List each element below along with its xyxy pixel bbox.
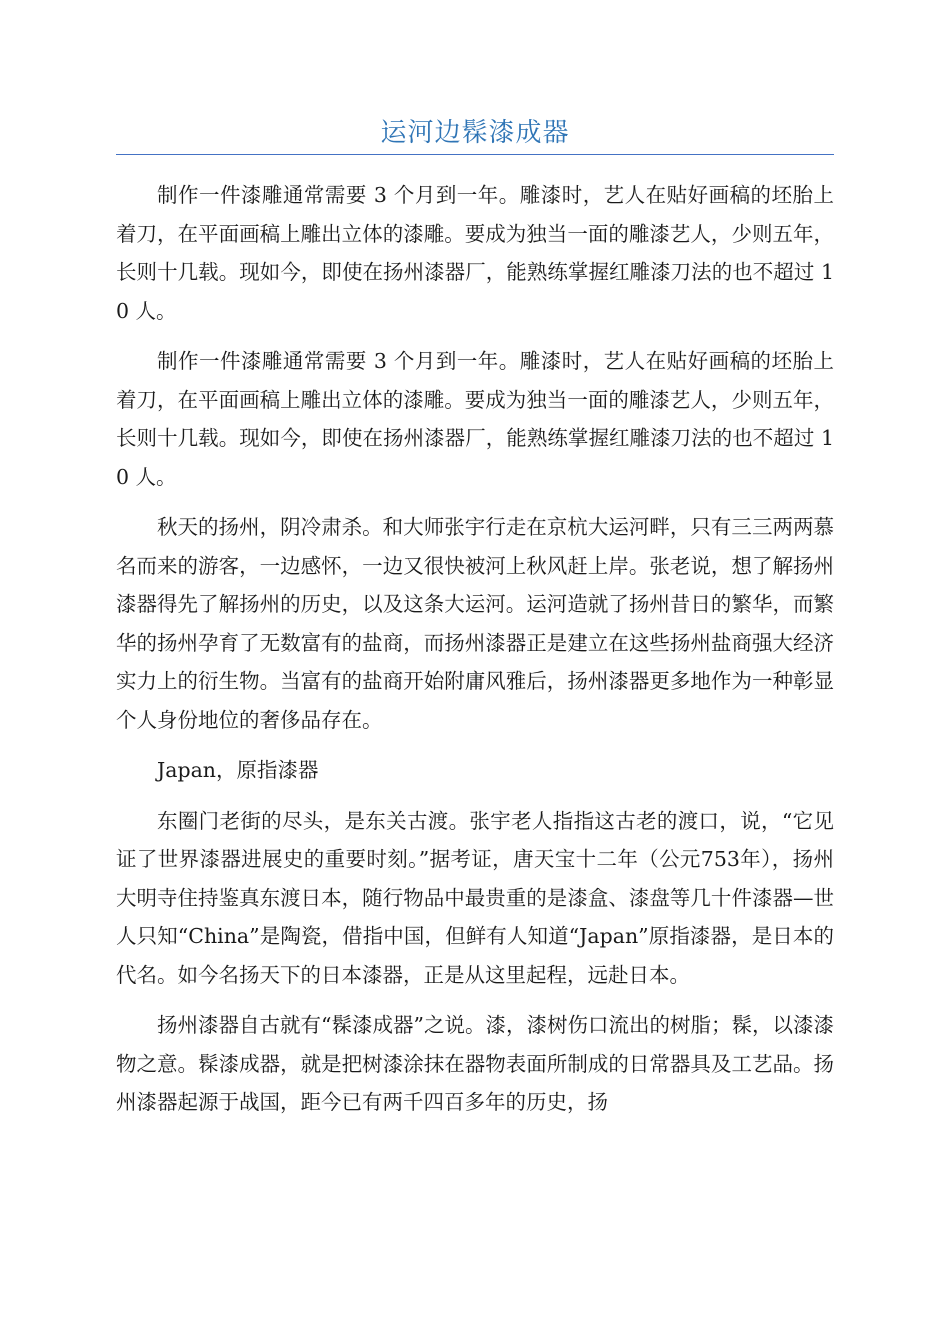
paragraph-2: 制作一件漆雕通常需要 3 个月到一年。雕漆时，艺人在贴好画稿的坯胎上着刀，在平面画稿上雕出立体的漆雕。要成为独当一面的雕漆艺人，少则五年，长则十几载。现如今，即使在扬州漆器厂，能熟练掌握红雕漆刀法的也不超过 10 人。 [116,349,834,489]
paragraph-4: 东圈门老街的尽头，是东关古渡。张宇老人指指这古老的渡口，说，“它见证了世界漆器进展史的重要时刻。”据考证，唐天宝十二年（公元753年），扬州大明寺住持鉴真东渡日本，随行物品中最贵重的是漆盒、漆盘等几十件漆器—世人只知“China”是陶瓷，借指中国，但鲜有人知道“Japan”原指漆器，是日本的代名。如今名扬天下的日本漆器，正是从这里起程，远赴日本。 [116,808,834,987]
paragraph-3: 秋天的扬州，阴冷肃杀。和大师张宇行走在京杭大运河畔，只有三三两两慕名而来的游客，一边感怀，一边又很快被河上秋风赶上岸。张老说，想了解扬州漆器得先了解扬州的历史，以及这条大运河。运河造就了扬州昔日的繁华，而繁华的扬州孕育了无数富有的盐商，而扬州漆器正是建立在这些扬州盐商强大经济实力上的衍生物。当富有的盐商开始附庸风雅后，扬州漆器更多地作为一种彰显个人身份地位的奢侈品存在。 [116,515,834,732]
paragraph-1: 制作一件漆雕通常需要 3 个月到一年。雕漆时，艺人在贴好画稿的坯胎上着刀，在平面画稿上雕出立体的漆雕。要成为独当一面的雕漆艺人，少则五年，长则十几载。现如今，即使在扬州漆器厂，能熟练掌握红雕漆刀法的也不超过 10 人。 [116,183,834,323]
page-title: 运河边髹漆成器 [380,118,570,148]
document-body [116,176,834,1134]
section-heading-japan: Japan，原指漆器 [157,758,319,782]
paragraph-5: 扬州漆器自古就有“髹漆成器”之说。漆，漆树伤口流出的树脂；髹，以漆漆物之意。髹漆成器，就是把树漆涂抹在器物表面所制成的日常器具及工艺品。扬州漆器起源于战国，距今已有两千四百多年的历史，扬 [116,1013,834,1114]
title-underline-divider [116,154,834,155]
